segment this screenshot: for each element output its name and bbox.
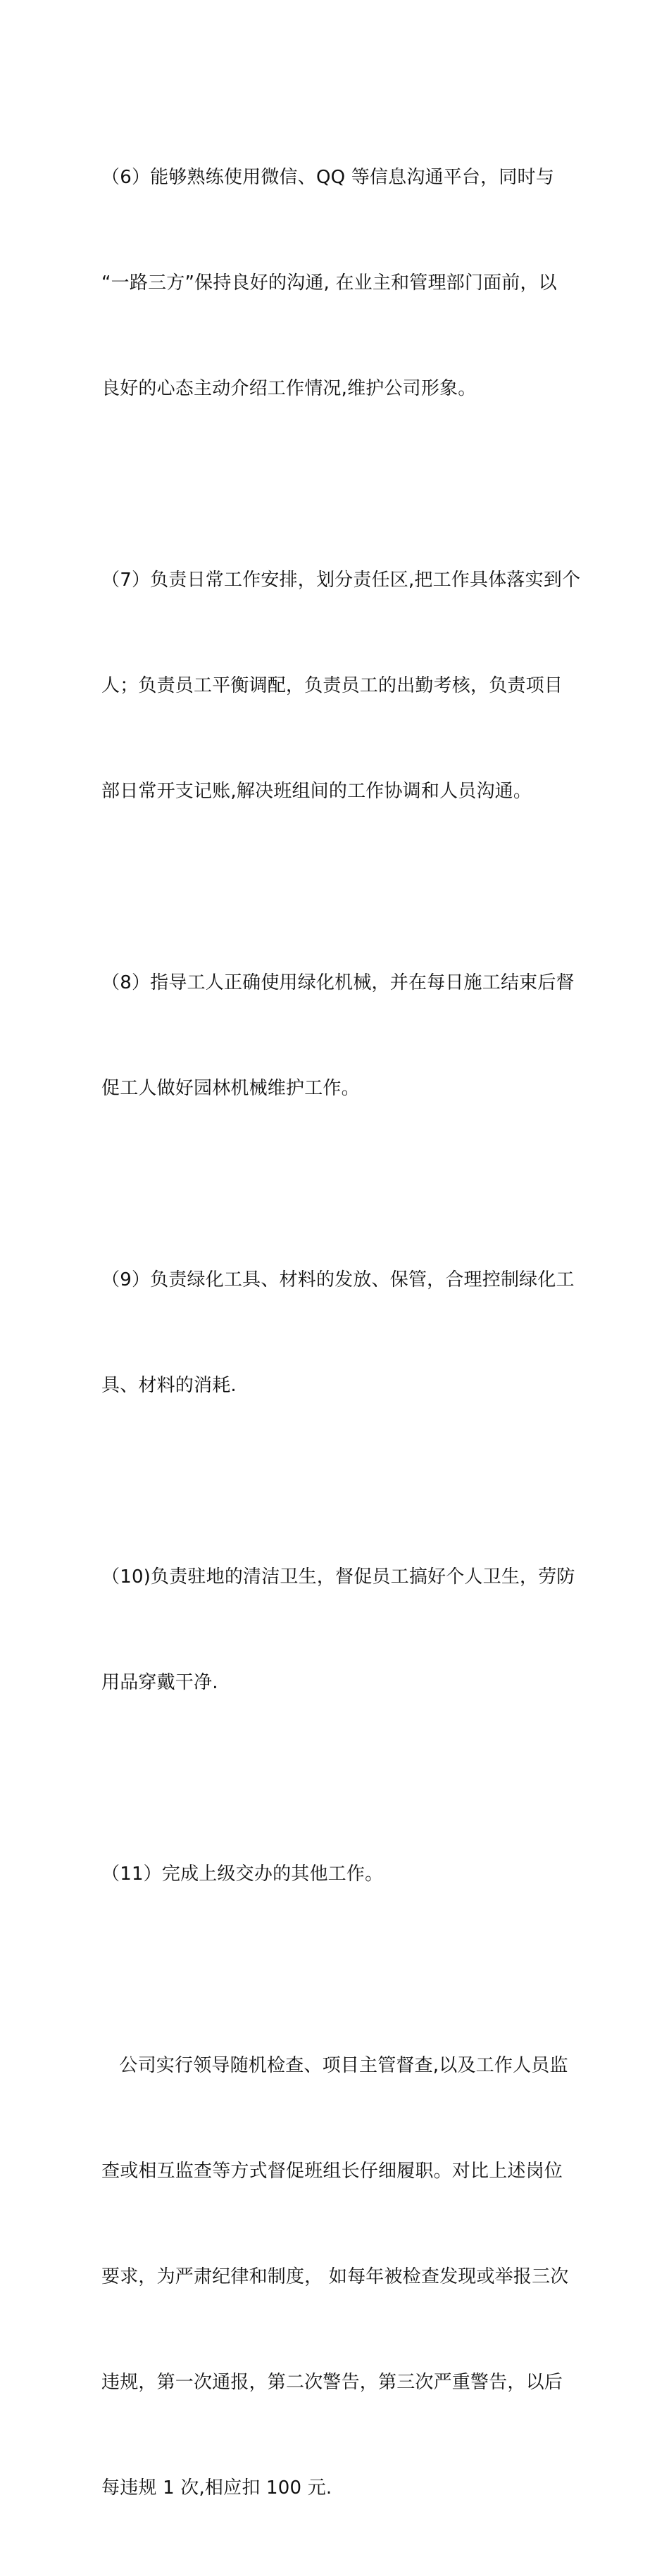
paragraph-gap	[101, 477, 573, 492]
text-line: 公司实行领导随机检查、项目主管督查,以及工作人员监	[101, 2055, 568, 2076]
text-line: （11）完成上级交办的其他工作。	[101, 1864, 384, 1885]
text-line: 具、材料的消耗.	[101, 1375, 237, 1396]
text-line: （10)负责驻地的清洁卫生，督促员工搞好个人卫生，劳防	[101, 1566, 575, 1588]
text-line: （9）负责绿化工具、材料的发放、保管，合理控制绿化工	[101, 1269, 575, 1290]
document-body	[101, 89, 581, 2576]
paragraph-7	[101, 492, 581, 879]
text-line: 部日常开支记账,解决班组间的工作协调和人员沟通。	[101, 781, 532, 802]
text-line: 违规，第一次通报，第二次警告，第三次严重警告，以后	[101, 2372, 563, 2393]
text-line: 要求，为严肃纪律和制度， 如每年被检查发现或举报三次	[101, 2266, 569, 2287]
paragraph-9	[101, 1192, 573, 1474]
paragraph-gap	[101, 1962, 573, 1978]
paragraph-gap	[101, 1474, 573, 1489]
text-line: 促工人做好园林机械维护工作。	[101, 1078, 360, 1099]
paragraph-gap	[101, 1176, 573, 1192]
paragraph-6	[101, 89, 573, 477]
text-line: 用品穿戴干净.	[101, 1672, 218, 1693]
text-line: 查或相互监查等方式督促班组长仔细履职。对比上述岗位	[101, 2161, 563, 2182]
text-line: （6）能够熟练使用微信、QQ 等信息沟通平台，同时与	[101, 167, 554, 188]
paragraph-8	[101, 895, 573, 1176]
text-line: （8）指导工人正确使用绿化机械，并在每日施工结束后督	[101, 972, 575, 993]
text-line: （7）负责日常工作安排，划分责任区,把工作具体落实到个	[101, 570, 581, 591]
text-line: 良好的心态主动介绍工作情况,维护公司形象。	[101, 378, 477, 399]
paragraph-gap	[101, 879, 573, 895]
text-line: 人；负责员工平衡调配，负责员工的出勤考核，负责项目	[101, 675, 563, 696]
paragraph-10	[101, 1489, 573, 1771]
paragraph-gap	[101, 1771, 573, 1786]
paragraph-11	[101, 1786, 573, 1962]
text-line: “一路三方”保持良好的沟通, 在业主和管理部门面前，以	[101, 272, 557, 294]
text-line: 每违规 1 次,相应扣 100 元.	[101, 2477, 332, 2499]
paragraph-penalty	[101, 1978, 573, 2576]
